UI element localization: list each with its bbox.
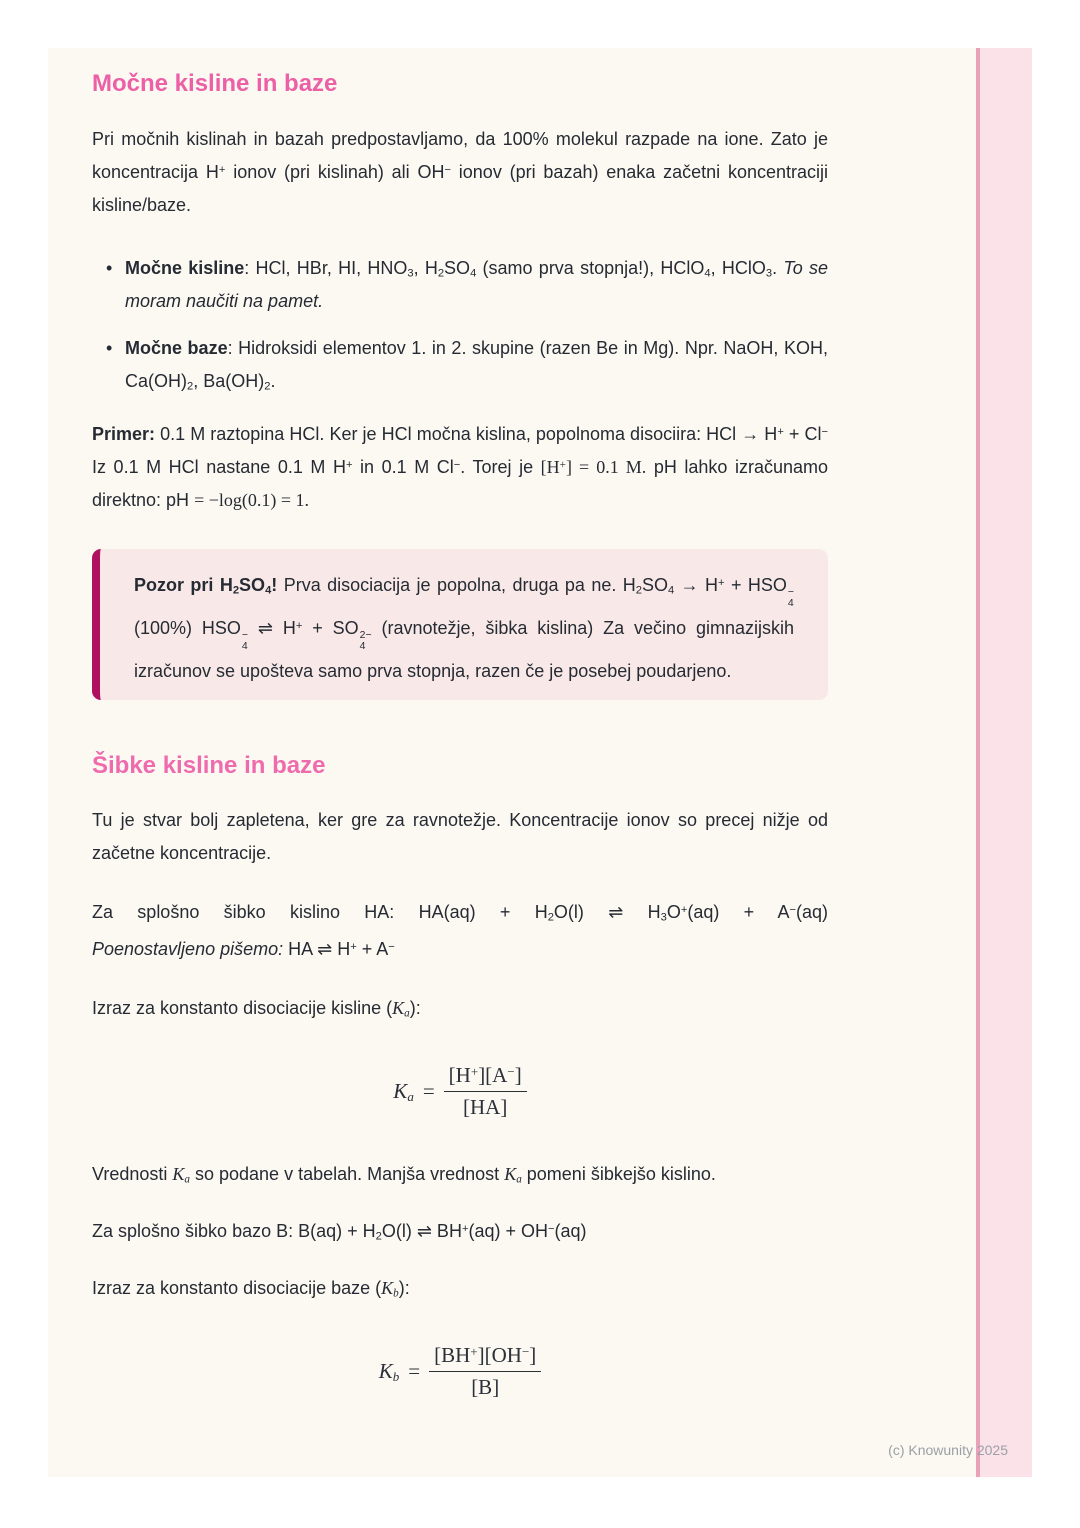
bullet-list	[92, 252, 828, 398]
bullet-text-strong-bases: Močne baze: Hidroksidi elementov 1. in 2. skupine (razen Be in Mg). Npr. NaOH, KOH, $Ca(OH)_2$, $Ba(OH)_2$.	[125, 338, 828, 393]
next-page-edge	[976, 48, 1032, 1477]
callout-text: Pozor pri $H_2SO_4$! Prva disociacija je popolna, druga pa ne. $H_2SO_4 \to H^+$ + HSO − 4 (100%) HSO − 4 ⇌ H+ + SO 2− 4 (ravnotežje, šibka kislina) Za večino gimnazijskih izračunov se upošteva samo prva stopnja, razen če je posebej poudarjeno.	[134, 575, 794, 681]
ha-simplified-line: Poenostavljeno pišemo: HA ⇌ H+ + A−	[92, 938, 395, 959]
paragraph-kb-label: Izraz za konstanto disociacije baze $(K_b)$:	[92, 1277, 410, 1300]
list-item-strong-acids	[92, 252, 828, 318]
warning-callout	[92, 549, 828, 700]
paragraph-ha-equilibrium	[92, 894, 828, 968]
list-item-strong-bases	[92, 332, 828, 398]
heading-strong-acids-bases: Močne kisline in baze	[92, 70, 338, 97]
heading-weak-acids-bases: Šibke kisline in baze	[92, 751, 326, 779]
paragraph-ka-label: Izraz za konstanto disociacije kisline $(K_a)$:	[92, 997, 421, 1020]
paragraph-strong-intro: Pri močnih kislinah in bazah predpostavljamo, da 100% molekul razpade na ione. Zato je koncentracija H+ ionov (pri kislinah) ali OH− ionov (pri bazah) enaka začetni koncentraciji kisline/baze.	[92, 129, 828, 215]
bullet-icon: •	[106, 338, 113, 358]
document-page	[48, 48, 976, 1477]
formula-kb: $K_b$ = $\frac{[BH^+][OH^-]}{[B]}$	[92, 1343, 828, 1400]
bullet-icon: •	[106, 258, 113, 278]
formula-ka: $K_a$ = $\frac{[H^+][A^-]}{[HA]}$	[92, 1063, 828, 1120]
paragraph-weak-base: Za splošno šibko bazo B: $B(aq) + H_2O(l)$ ⇌ BH+(aq) + OH−(aq)	[92, 1220, 587, 1243]
copyright-footer: (c) Knowunity 2025	[888, 1442, 1008, 1458]
paragraph-ka-values: Vrednosti $K_a$ so podane v tabelah. Manjša vrednost $K_a$ pomeni šibkejšo kislino.	[92, 1163, 716, 1186]
ha-equation-line: Za splošno šibko kislino HA: $HA(aq) + H_2O(l)$ ⇌ $H_3O^+(aq) + A^-(aq)$	[92, 901, 829, 924]
bullet-text-strong-acids: Močne kisline: HCl, HBr, HI, $HNO_3$, $H_2SO_4$ (samo prva stopnja!), HClO$_4$, HClO$_3$. To se moram naučiti na pamet.	[125, 258, 828, 311]
paragraph-weak-intro: Tu je stvar bolj zapletena, ker gre za ravnotežje. Koncentracije ionov so precej nižje od začetne koncentracije.	[92, 809, 828, 863]
paragraph-primer: Primer: 0.1 M raztopina HCl. Ker je HCl močna kislina, popolnoma disociira: HCl → H+ + Cl− Iz 0.1 M HCl nastane 0.1 M H+ in 0.1 M Cl−. Torej je [H+] = 0.1 M. pH lahko izračunamo direktno: pH = −log(0.1) = 1.	[92, 424, 829, 510]
